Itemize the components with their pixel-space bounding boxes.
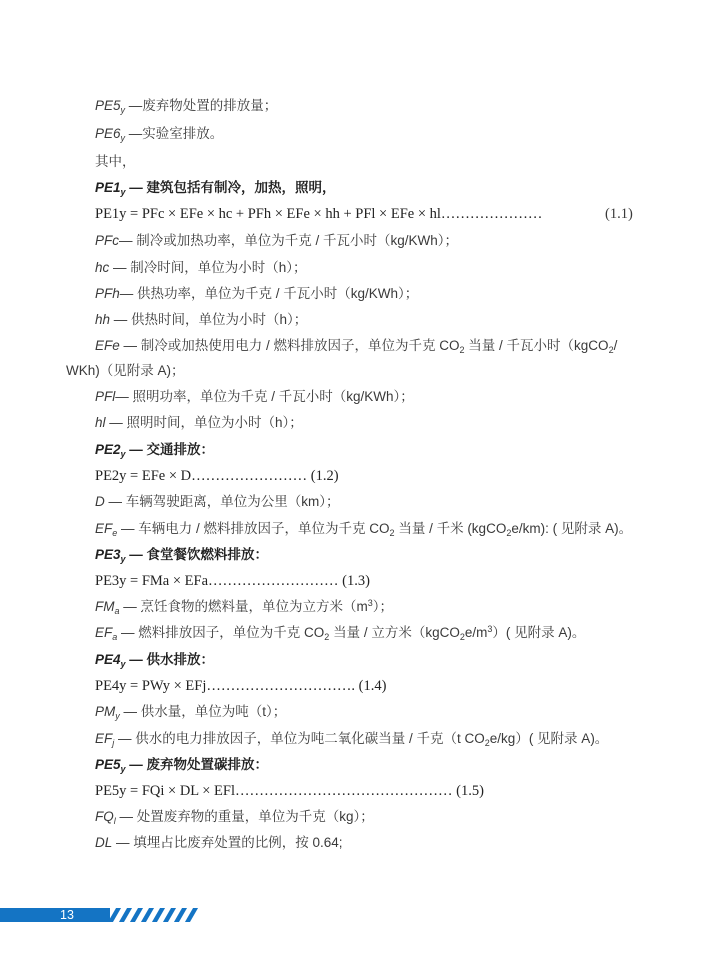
section-heading: $PE4_y$ — 供水排放： [95,652,215,669]
formula-4: PE4y = PWy × EFj…………………………. (1.4) [95,678,387,694]
formula-number: (1.1) [605,206,633,222]
formula-number: (1.2) [310,468,339,484]
definition: PFc— 制冷或加热功率，单位为千克 / 千瓦小时（kg/KWh）； [95,233,459,248]
definition: $FM_a$ — 烹饪食物的燃料量，单位为立方米$(m^3)$； [95,598,394,616]
definition: $PM_y$ — 供水量，单位为吨（t）； [95,704,287,721]
definition: DL — 填埋占比废弃处置的比例，按 0.64; [95,835,343,850]
definition: PFl— 照明功率，单位为千克 / 千瓦小时（kg/KWh）； [95,389,414,404]
definition-continued: WKh)（见附录 A)； [66,363,185,378]
section-heading: $PE1_y$ — 建筑包括有制冷，加热，照明， [95,180,336,197]
text-line: $PE5_y$ —废弃物处置的排放量； [95,98,278,115]
definition: D — 车辆驾驶距离，单位为公里（km）； [95,494,340,509]
definition: hl — 照明时间，单位为小时（h）； [95,415,303,430]
footer-stripes [112,908,200,922]
definition: EFe — 制冷或加热使用电力 / 燃料排放因子，单位为千克 $CO_2$ 当量 / 千瓦小时（kgCO$_2$/ [95,338,618,355]
formula-3: PE3y = FMa × EFa……………………… (1.3) [95,573,370,589]
section-heading: $PE3_y$ — 食堂餐饮燃料排放： [95,547,269,564]
section-heading: $PE2_y$ — 交通排放： [95,442,215,459]
formula-2: PE2y = EFe × D…………………… (1.2) [95,468,339,484]
section-heading: $PE5_y$ — 废弃物处置碳排放： [95,757,269,774]
definition: PFh— 供热功率，单位为千克 / 千瓦小时（kg/KWh）； [95,286,419,301]
formula-number: (1.5) [456,783,484,799]
text-line: $PE6_y$ —实验室排放。 [95,126,224,143]
definition: $FQ_l$ — 处置废弃物的重量，单位为千克（kg）； [95,809,374,826]
formula-number: (1.4) [358,678,387,694]
footer-bar [0,908,110,922]
formula-number: (1.3) [342,573,370,589]
definition: $EF_a$ — 燃料排放因子，单位为千克 $CO_2$ 当量 / 立方米$(kgCO_2e/m^3)$( 见附录 A)。 [95,624,586,642]
definition: hh — 供热时间，单位为小时（h）； [95,312,308,327]
text-line: 其中， [95,154,136,169]
definition: $EF_j$ — 供水的电力排放因子，单位为吨二氧化碳当量 / 千克（t $CO_2e/kg$）( 见附录 A)。 [95,731,609,748]
page-number: 13 [60,908,74,922]
formula-5: PE5y = FQi × DL × EFl……………………………………… (1.5) [95,783,484,799]
formula-1: PE1y = PFc × EFe × hc + PFh × EFe × hh + PFl × EFe × hl………………… [95,206,543,222]
definition: hc — 制冷时间，单位为小时（h）； [95,260,307,275]
definition: $EF_e$ — 车辆电力 / 燃料排放因子，单位为千克 $CO_2$ 当量 / 千米 (kgCO$_2$e/km): ( 见附录 A)。 [95,521,633,538]
